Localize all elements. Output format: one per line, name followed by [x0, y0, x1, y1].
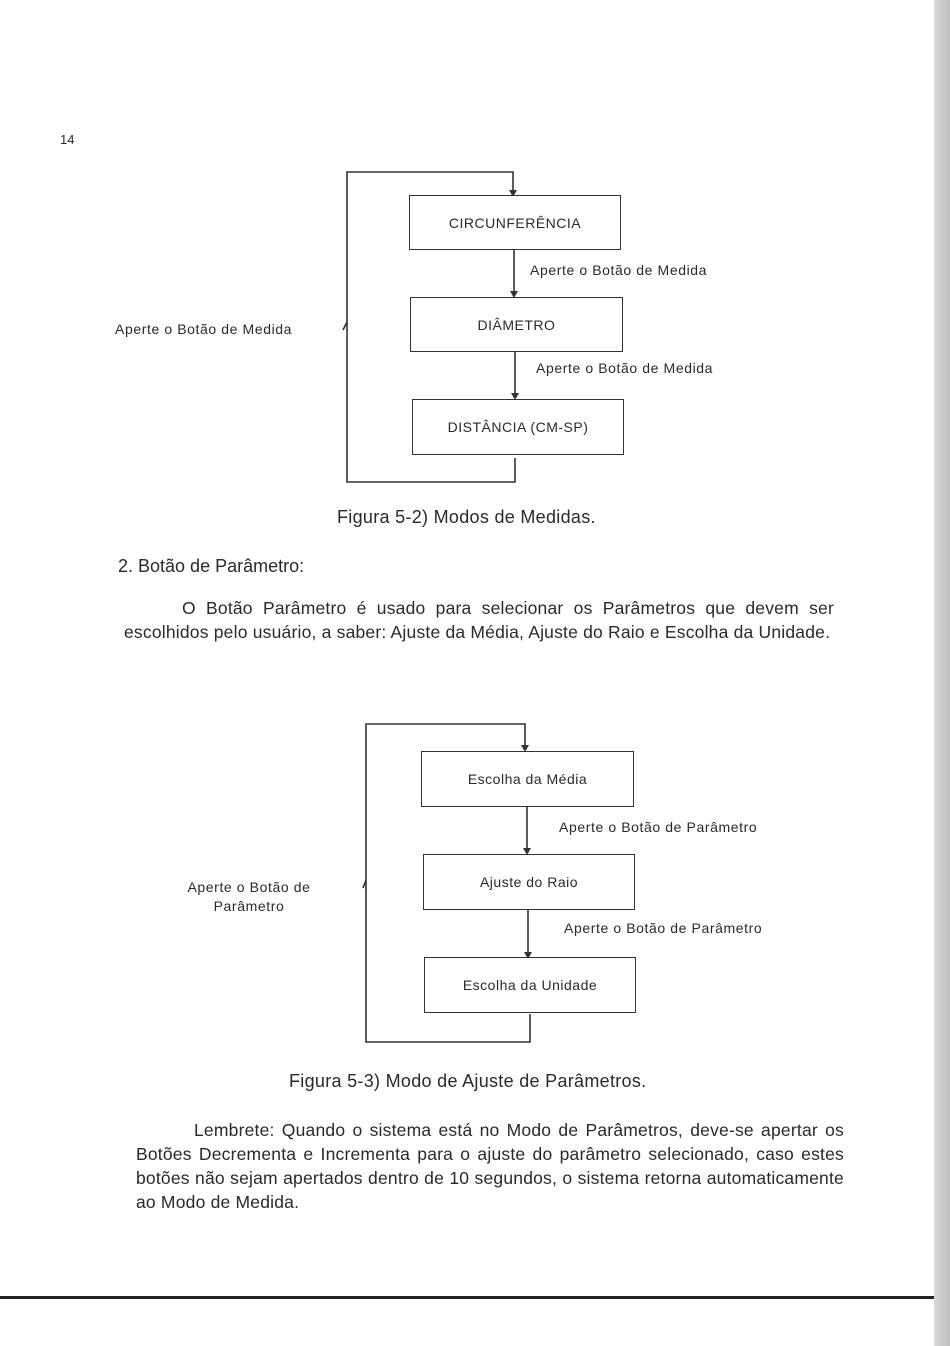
page-edge-shadow	[934, 0, 950, 1346]
box-distancia: DISTÂNCIA (CM-SP)	[412, 399, 624, 455]
section-heading: 2. Botão de Parâmetro:	[118, 556, 305, 576]
box-circunferencia: CIRCUNFERÊNCIA	[409, 195, 621, 250]
figure2-loop-label: Aperte o Botão de Parâmetro	[187, 879, 311, 914]
box-ajuste-raio: Ajuste do Raio	[423, 854, 635, 910]
reminder-paragraph: Lembrete: Quando o sistema está no Modo de Parâmetros, deve-se apertar os Botões Decrementa e Incrementa para o ajuste do parâmetro selecionado, caso estes botões não sejam apertados dentro de 10 segundos, o sistema retorna automaticamente ao Modo de Medida.	[136, 1120, 844, 1212]
box-diametro: DIÂMETRO	[410, 297, 623, 352]
figure1-loop-label: Aperte o Botão de Medida	[115, 321, 293, 337]
figure2-step-label-1: Aperte o Botão de Parâmetro	[559, 819, 758, 835]
box-escolha-media: Escolha da Média	[421, 751, 634, 807]
bottom-rule	[0, 1296, 935, 1299]
figure1-caption: Figura 5-2) Modos de Medidas.	[337, 507, 596, 527]
figure2-step-label-2: Aperte o Botão de Parâmetro	[564, 920, 763, 936]
figure1-step-label-2: Aperte o Botão de Medida	[536, 360, 714, 376]
page-number: 14	[60, 132, 75, 147]
section-paragraph: O Botão Parâmetro é usado para selecionar os Parâmetros que devem ser escolhidos pelo usuário, a saber: Ajuste da Média, Ajuste do Raio e Escolha da Unidade.	[124, 598, 834, 642]
figure1-step-label-1: Aperte o Botão de Medida	[530, 262, 708, 278]
box-escolha-unidade: Escolha da Unidade	[424, 957, 636, 1013]
figure2-caption: Figura 5-3) Modo de Ajuste de Parâmetros.	[289, 1071, 647, 1091]
